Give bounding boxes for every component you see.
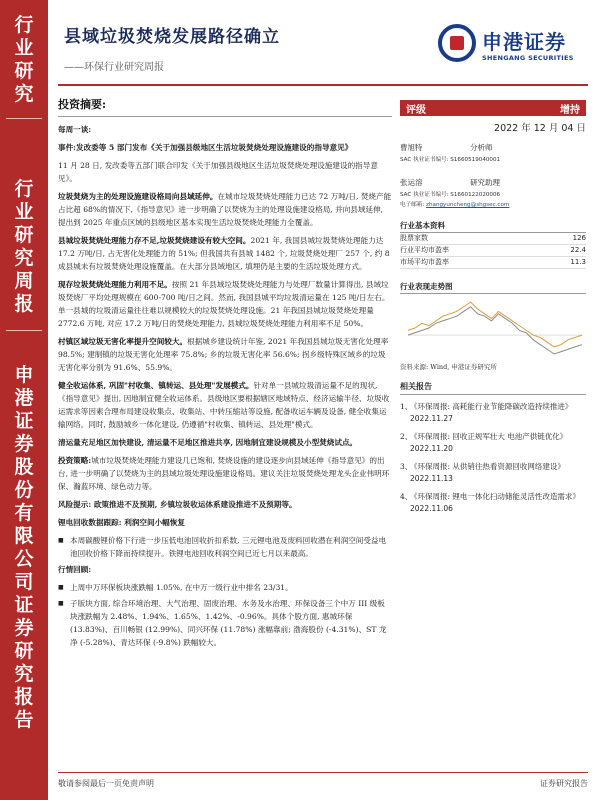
basic-info-value: 22.4 <box>570 246 586 254</box>
bullet-item: ■ 子版块方面, 综合环境治理、大气治理、固废治理、水务及水治理、环保设备三个中万 III 级板块涨跌幅为 2.48%、1.94%、1.65%、1.42%、-0.96%。具体个股方面, 惠城环保 (13.83%)、百川畅银 (12.99%)、同兴环保 (11.78%) 涨幅靠前; 渤海股份 (-4.31%)、ST 龙净 (-5.28%)、青达环保 (-9.8%) 跌幅较大。 <box>58 597 392 649</box>
sidebar-char: 股 <box>14 456 34 478</box>
sidebar-char: 证 <box>14 410 34 432</box>
paragraph: 清运量充足地区加快建设, 清运量不足地区推进共享, 因地制宜建设规模及小型焚烧试点。 <box>58 438 358 447</box>
sidebar-char: 研 <box>14 640 34 662</box>
paragraph-lead: 现存垃圾焚烧处理能力利用不足。 <box>58 280 172 289</box>
sidebar-char: 港 <box>14 387 34 409</box>
performance-chart-svg <box>400 298 586 358</box>
sidebar-char: 究 <box>14 247 34 269</box>
rating-label: 评级 <box>406 105 426 116</box>
chart-heading: 行业表现走势图 <box>400 281 586 294</box>
basic-info-row <box>400 245 586 257</box>
paragraph-body: 按照 21 年县域垃圾焚烧处理能力与处理厂数量计算得出, 县域垃圾焚烧厂平均处理规模在 600-700 吨/日之间。然而, 我国县城平均垃圾清运量在 125 吨/日左右。单一县城的垃圾清运量往往难以规模较大的垃圾焚烧处理设施。21 年我国县城垃圾焚烧处理量 2772.6 万吨, 对应 17.2 万吨/日的焚烧处理能力, 县城垃圾焚烧处理能力利用率不足 50%。 <box>58 280 390 328</box>
related-reports-list <box>400 401 586 515</box>
sidebar-report-type-label <box>0 178 48 316</box>
footer-label: 证券研究报告 <box>540 779 588 788</box>
analyst-email-row <box>400 200 586 208</box>
event-paragraph: 事件:发改委等 5 部门发布《关于加强县级地区生活垃圾焚烧处理设施建设的指导意见》 <box>58 143 353 152</box>
paragraph-lead: 垃圾焚烧为主的处理设施建设格局向县域延伸。 <box>58 192 218 201</box>
sidebar-char: 行 <box>14 14 34 36</box>
sidebar-char: 究 <box>14 663 34 685</box>
sidebar-char: 份 <box>14 479 34 501</box>
related-report-date: 2022.11.06 <box>410 504 453 513</box>
weekly-talk-label: 每周一谈: <box>58 125 92 134</box>
sidebar-char: 报 <box>14 686 34 708</box>
related-report-index: 3、 <box>400 462 413 471</box>
related-report-date: 2022.11.13 <box>410 474 453 483</box>
basic-info-key: 股票家数 <box>400 234 428 242</box>
rating-value: 增持 <box>560 105 580 116</box>
sidebar-char: 研 <box>14 224 34 246</box>
logo-name-cn: 申港证券 <box>482 30 566 54</box>
sidebar-char: 证 <box>14 594 34 616</box>
lithium-tracking-heading: 锂电回收数据跟踪: 利润空间小幅恢复 <box>58 518 185 527</box>
header-divider <box>58 84 588 86</box>
sidebar-char: 业 <box>14 37 34 59</box>
basic-info-value: 126 <box>572 234 586 242</box>
related-report-index: 4、 <box>400 492 413 501</box>
related-report-item[interactable] <box>400 461 586 485</box>
paragraph-body: 2021 年, 我国县城垃圾焚烧处理能力达 17.2 万吨/日, 占无害化处理能力的 51%; 但我国共有县城 1482 个, 垃圾焚烧处理厂 257 个, 约 8 成县城未有垃圾焚烧处理设施覆盖。在大部分县域地区, 填埋仍是主要的生活垃圾处理方式。 <box>58 236 390 271</box>
sidebar-char: 告 <box>14 709 34 731</box>
report-subtitle: ——环保行业研究周报 <box>64 62 164 73</box>
paragraph-lead: 投资策略: <box>58 456 92 465</box>
paragraph: 11 月 28 日, 发改委等五部门联合印发《关于加强县级地区生活垃圾焚烧处理设施建设的指导意见》。 <box>58 161 378 183</box>
email-link[interactable]: zhangyuncheng@shgsec.com <box>426 202 510 208</box>
footer-divider <box>58 772 588 773</box>
paragraph-lead: 健全收运体系, 巩固"村收集、镇转运、县处理"发展模式。 <box>58 381 254 390</box>
basic-info-row <box>400 233 586 245</box>
logo-emblem-icon <box>438 24 476 62</box>
sidebar-char: 司 <box>14 571 34 593</box>
analyst-name: 曹旭特 <box>400 143 423 152</box>
sidebar-company-label <box>0 364 48 732</box>
chart-series-line-1 <box>408 307 582 354</box>
sidebar-char: 公 <box>14 548 34 570</box>
bullet-item: ■ 本周碳酸锂价格下行进一步压低电池回收折扣系数, 三元锂电池及废料回收潜在利润空间受益电池回收价格下降而持续提升。铁锂电池回收利润空间已近七月以来最高。 <box>58 534 392 560</box>
sidebar-char: 业 <box>14 201 34 223</box>
related-report-date: 2022.11.27 <box>410 414 453 423</box>
paragraph-lead: 县城垃圾焚烧处理能力存不足,垃圾焚烧建设有较大空间。 <box>58 236 251 245</box>
analyst-license: SAC 执业证书编号: S1660122020006 <box>400 192 501 198</box>
investment-summary <box>58 96 392 652</box>
footer-disclaimer: 敬请参阅最后一页免责声明 <box>58 779 154 788</box>
rating-bar <box>400 100 586 116</box>
paragraph <box>58 234 392 273</box>
basic-info-row <box>400 257 586 269</box>
sidebar-char: 行 <box>14 178 34 200</box>
basic-info-key: 行业平均市盈率 <box>400 246 449 254</box>
related-report-item[interactable] <box>400 431 586 455</box>
paragraph-body: 根据城乡建设统计年鉴, 2021 年我国县城垃圾无害化处理率 98.5%; 建制镇的垃圾无害化处理率 75.8%; 乡的垃圾无害化率 56.6%; 拐乡级特殊区域乡的垃圾无害化率分别为 91.6%、55.9%。 <box>58 337 389 372</box>
related-report-index: 2、 <box>400 432 413 441</box>
bullet-item: ■ 上周中万环保板块涨跌幅 1.05%, 在中万一级行业中排名 23/31。 <box>58 581 392 594</box>
paragraph <box>58 379 392 431</box>
company-logo <box>438 20 588 70</box>
paragraph <box>58 335 392 374</box>
paragraph-body: 针对单一县城垃圾清运量不足的现状,《指导意见》提出, 因地制宜健全收运体系。县级地区要根据辖区地域特点、经济运输半径、垃圾收运需求等因素合理布局建设收集点、收集站、中转压缩站等设施, 配备收运车辆及设备, 健全收集运输网络。同时, 鼓励城乡一体化建设, 仍遵循"村收集、镇转运、县处理"模式。 <box>58 381 390 429</box>
sidebar-char: 报 <box>14 293 34 315</box>
sidebar-char: 申 <box>14 364 34 386</box>
email-label: 电子邮箱: <box>400 202 425 208</box>
analyst-name: 张运溶 <box>400 178 423 187</box>
analyst-license: SAC 执业证书编号: S1660519040001 <box>400 157 501 163</box>
performance-chart <box>400 298 586 358</box>
paragraph-body: 在城市垃圾焚烧处理能力已达 72 万吨/日, 焚烧产能占比超 68%的情况下,《指导意见》进一步明确了以焚烧为主的处理设施建设格局, 并向县域延伸, 提出到 2025 年重点区域的县级地区基本实现生活垃圾焚烧处理能力全覆盖。 <box>58 192 392 227</box>
sidebar-info <box>400 100 586 515</box>
sidebar-char: 券 <box>14 617 34 639</box>
paragraph-lead: 村镇区域垃圾无害化率提升空间较大。 <box>58 337 188 346</box>
sidebar-category-label <box>0 14 48 106</box>
logo-name-en: SHENGANG SECURITIES <box>482 54 574 62</box>
analyst-row <box>400 177 586 188</box>
market-review-heading: 行情回顾: <box>58 565 92 574</box>
related-report-date: 2022.11.20 <box>410 444 453 453</box>
basic-info-table <box>400 233 586 269</box>
sidebar-char: 研 <box>14 60 34 82</box>
analyst-role: 分析师 <box>470 143 493 152</box>
related-report-title: 《环保周报: 从供销往热看资源回收网络建设》 <box>410 462 565 471</box>
sidebar-char: 有 <box>14 502 34 524</box>
related-report-index: 1、 <box>400 402 413 411</box>
related-report-title: 《环保周报: 高耗能行业节能降碳改造持续推进》 <box>410 402 573 411</box>
paragraph <box>58 278 392 330</box>
risk-warning: 风险提示: 政策推进不及预期, 乡镇垃圾收运体系建设推进不及预期等。 <box>58 500 297 509</box>
sidebar-char: 周 <box>14 270 34 292</box>
sidebar-char: 究 <box>14 83 34 105</box>
basic-info-heading: 行业基本资料 <box>400 220 586 233</box>
related-report-title: 《环保周报: 回收正规军壮大 电池产供链优化》 <box>410 432 568 441</box>
summary-heading: 投资摘要: <box>58 96 392 117</box>
chart-source: 资料来源: Wind, 申港证券研究所 <box>400 363 497 371</box>
paragraph-body: 城市垃圾焚烧处理能力建设几已饱和, 焚烧设施的建设逐步向县域延伸《指导意见》的出台, 进一步明确了以焚烧为主的县域垃圾处理设施建设格局。建议关注垃圾焚烧处理龙头企业伟明环保、瀚蓝环境、绿色动力等。 <box>58 456 390 491</box>
basic-info-key: 市场平均市盈率 <box>400 258 449 266</box>
sidebar-char: 券 <box>14 433 34 455</box>
related-reports-heading: 相关报告 <box>400 381 586 395</box>
sidebar-char: 限 <box>14 525 34 547</box>
sidebar-divider <box>6 118 42 119</box>
related-report-item[interactable] <box>400 401 586 425</box>
sidebar-divider <box>6 330 42 331</box>
report-title: 县域垃圾焚烧发展路径确立 <box>64 27 280 47</box>
basic-info-value: 11.3 <box>570 258 586 266</box>
paragraph <box>58 454 392 493</box>
report-date: 2022 年 12 月 04 日 <box>494 123 586 134</box>
paragraph <box>58 190 392 229</box>
related-report-item[interactable] <box>400 491 586 515</box>
analyst-role: 研究助理 <box>470 178 500 187</box>
related-report-title: 《环保周报: 锂电一体化扫动储能灵活性改造需求》 <box>410 492 580 501</box>
analyst-row <box>400 142 586 153</box>
